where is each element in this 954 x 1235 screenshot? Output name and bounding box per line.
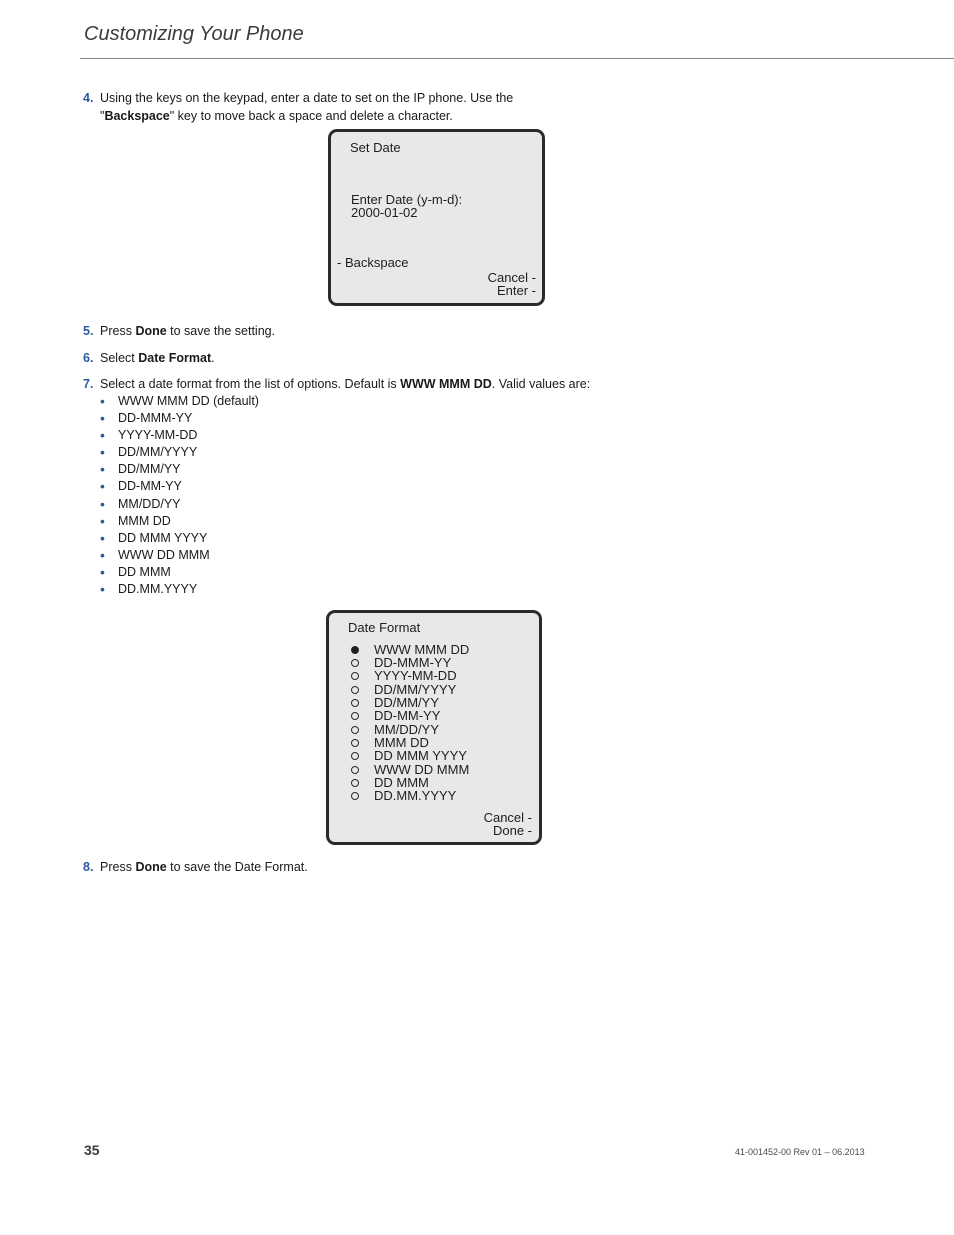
step-5 — [83, 322, 643, 340]
date-value: 2000-01-02 — [351, 205, 418, 220]
step-text: Select Date Format. — [100, 351, 215, 365]
step-7 — [83, 375, 643, 393]
step-8 — [83, 858, 643, 876]
step-text-line1: Using the keys on the keypad, enter a date to set on the IP phone. Use the — [100, 91, 514, 105]
page-number: 35 — [84, 1142, 100, 1158]
radio-icon — [351, 659, 359, 667]
list-item: • DD/MM/YY — [100, 461, 181, 478]
date-format-screen: Date Format WWW MMM DD DD-MMM-YY YYYY-MM-DD DD/MM/YYYY DD/MM/YY DD-MM-YY MM/DD/YY MMM DD DD MMM YYYY WWW DD MMM DD MMM DD.MM.YYYY Cancel - Done - — [326, 610, 542, 845]
step-text: Press Done to save the setting. — [100, 324, 276, 338]
step-number: 8. — [83, 860, 94, 874]
cancel-softkey[interactable]: Cancel - — [487, 270, 536, 285]
step-number: 7. — [83, 377, 94, 391]
list-item: • DD.MM.YYYY — [100, 581, 198, 598]
screen-title: Date Format — [348, 620, 421, 635]
radio-icon — [351, 686, 359, 694]
radio-icon — [351, 739, 359, 747]
step-text: Press Done to save the Date Format. — [100, 860, 308, 874]
step-text: Select a date format from the list of options. Default is WWW MMM DD. Valid values are: — [100, 377, 591, 391]
step-number: 5. — [83, 324, 94, 338]
step-number: 4. — [83, 91, 94, 105]
step-number: 6. — [83, 351, 94, 365]
step-4 — [83, 89, 643, 125]
list-item: • DD MMM — [100, 563, 171, 580]
list-item: • DD-MMM-YY — [100, 410, 193, 427]
list-item: • DD MMM YYYY — [100, 529, 208, 546]
list-item: • WWW MMM DD (default) — [100, 393, 259, 409]
radio-icon — [351, 699, 359, 707]
list-item: • YYYY-MM-DD — [100, 427, 198, 444]
date-format-values-list — [100, 393, 259, 598]
step-text-line2: "Backspace" key to move back a space and delete a character. — [100, 109, 453, 123]
date-prompt: Enter Date (y-m-d): — [351, 192, 463, 207]
backspace-key-name: Backspace — [104, 109, 170, 123]
page-header-title: Customizing Your Phone — [84, 23, 304, 45]
radio-icon — [351, 712, 359, 720]
header-divider — [80, 58, 954, 59]
backspace-softkey[interactable]: - Backspace — [337, 255, 409, 270]
radio-selected-icon — [351, 646, 359, 654]
list-item: • DD-MM-YY — [100, 478, 182, 495]
radio-icon — [351, 672, 359, 680]
enter-softkey[interactable]: Enter - — [496, 283, 536, 298]
list-item: • MM/DD/YY — [100, 495, 181, 512]
cancel-softkey[interactable]: Cancel - — [483, 810, 532, 825]
list-item: • DD/MM/YYYY — [100, 444, 198, 461]
list-item: • MMM DD — [100, 512, 171, 529]
screen-title: Set Date — [350, 140, 401, 155]
radio-icon — [351, 752, 359, 760]
list-item: • WWW DD MMM — [100, 546, 210, 563]
radio-icon — [351, 779, 359, 787]
document-id: 41-001452-00 Rev 01 – 06.2013 — [735, 1147, 865, 1157]
radio-icon — [351, 792, 359, 800]
done-softkey[interactable]: Done - — [492, 823, 532, 838]
radio-icon — [351, 766, 359, 774]
set-date-screen — [328, 129, 545, 306]
step-6 — [83, 349, 643, 367]
radio-icon — [351, 726, 359, 734]
